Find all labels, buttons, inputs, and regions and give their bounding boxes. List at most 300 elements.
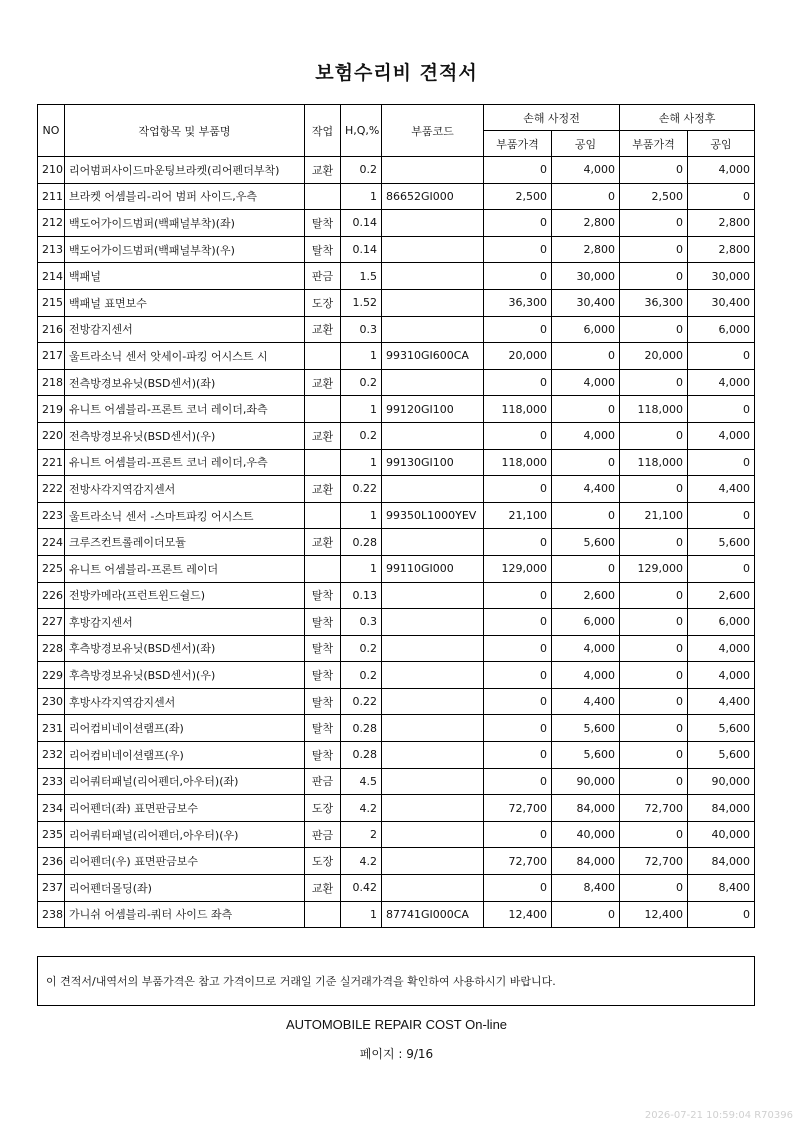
row-before-labor: 4,000: [552, 157, 620, 184]
table-row: [38, 582, 755, 609]
row-hq: 0.42: [341, 875, 382, 902]
row-after-part-price: 0: [620, 210, 688, 237]
document-title: 보험수리비 견적서: [315, 62, 478, 84]
row-after-part-price: 0: [620, 422, 688, 449]
row-hq: 1: [341, 396, 382, 423]
table-row: [38, 157, 755, 184]
table-row: [38, 316, 755, 343]
row-item-name: 후측방경보유닛(BSD센서)(좌): [65, 635, 305, 662]
row-before-part-price: 12,400: [484, 901, 552, 928]
row-before-labor: 40,000: [552, 821, 620, 848]
row-before-labor: 6,000: [552, 316, 620, 343]
row-hq: 1: [341, 449, 382, 476]
row-item-name: 브라켓 어셈블리-리어 범퍼 사이드,우측: [65, 183, 305, 210]
row-after-labor: 8,400: [688, 875, 755, 902]
row-part-code: [382, 662, 484, 689]
row-before-labor: 5,600: [552, 742, 620, 769]
row-work-type: 교환: [305, 369, 341, 396]
row-hq: 0.3: [341, 609, 382, 636]
row-before-labor: 0: [552, 396, 620, 423]
row-before-labor: 4,000: [552, 635, 620, 662]
row-no: 220: [38, 422, 65, 449]
row-after-part-price: 0: [620, 635, 688, 662]
row-work-type: 판금: [305, 768, 341, 795]
row-item-name: 전측방경보유닛(BSD센서)(좌): [65, 369, 305, 396]
row-before-part-price: 0: [484, 715, 552, 742]
row-no: 216: [38, 316, 65, 343]
table-row: [38, 236, 755, 263]
row-item-name: 백도어가이드범퍼(백패널부착)(좌): [65, 210, 305, 237]
row-after-labor: 6,000: [688, 609, 755, 636]
row-item-name: 전방감지센서: [65, 316, 305, 343]
row-part-code: [382, 768, 484, 795]
table-row: [38, 449, 755, 476]
row-before-part-price: 118,000: [484, 396, 552, 423]
table-body: [38, 157, 755, 928]
row-work-type: 탈착: [305, 715, 341, 742]
row-before-part-price: 0: [484, 476, 552, 503]
table-row: [38, 875, 755, 902]
row-no: 238: [38, 901, 65, 928]
row-item-name: 리어쿼터패널(리어펜더,아우터)(우): [65, 821, 305, 848]
row-before-part-price: 2,500: [484, 183, 552, 210]
row-no: 229: [38, 662, 65, 689]
row-work-type: 탈착: [305, 688, 341, 715]
table-row: [38, 848, 755, 875]
row-before-labor: 8,400: [552, 875, 620, 902]
row-before-labor: 2,800: [552, 210, 620, 237]
row-after-labor: 30,000: [688, 263, 755, 290]
row-hq: 0.2: [341, 635, 382, 662]
row-part-code: [382, 422, 484, 449]
row-part-code: 99130GI100: [382, 449, 484, 476]
table-row: [38, 502, 755, 529]
header-after-part-price: 부품가격: [620, 131, 688, 157]
row-before-labor: 4,000: [552, 662, 620, 689]
row-before-labor: 0: [552, 555, 620, 582]
table-header: [38, 105, 755, 157]
row-after-labor: 4,000: [688, 369, 755, 396]
row-hq: 1: [341, 502, 382, 529]
row-no: 219: [38, 396, 65, 423]
row-part-code: [382, 289, 484, 316]
row-after-part-price: 0: [620, 263, 688, 290]
row-before-part-price: 36,300: [484, 289, 552, 316]
row-after-part-price: 118,000: [620, 396, 688, 423]
row-after-labor: 0: [688, 396, 755, 423]
row-before-part-price: 0: [484, 875, 552, 902]
row-work-type: 탈착: [305, 236, 341, 263]
row-work-type: 판금: [305, 821, 341, 848]
row-before-labor: 84,000: [552, 848, 620, 875]
row-part-code: [382, 742, 484, 769]
row-part-code: [382, 157, 484, 184]
row-no: 230: [38, 688, 65, 715]
row-part-code: [382, 609, 484, 636]
row-work-type: [305, 502, 341, 529]
row-part-code: [382, 688, 484, 715]
row-hq: 1: [341, 901, 382, 928]
row-part-code: 99110GI000: [382, 555, 484, 582]
row-work-type: [305, 396, 341, 423]
row-no: 214: [38, 263, 65, 290]
row-no: 235: [38, 821, 65, 848]
row-after-part-price: 0: [620, 715, 688, 742]
table-row: [38, 422, 755, 449]
table-row: [38, 369, 755, 396]
row-work-type: 탈착: [305, 635, 341, 662]
row-before-part-price: 129,000: [484, 555, 552, 582]
row-work-type: 판금: [305, 263, 341, 290]
row-before-labor: 0: [552, 901, 620, 928]
row-after-labor: 84,000: [688, 848, 755, 875]
table-row: [38, 343, 755, 370]
row-before-labor: 2,800: [552, 236, 620, 263]
row-part-code: [382, 821, 484, 848]
row-before-labor: 90,000: [552, 768, 620, 795]
page-number: 페이지 : 9/16: [359, 1047, 434, 1061]
table-row: [38, 289, 755, 316]
row-after-labor: 30,400: [688, 289, 755, 316]
row-before-labor: 0: [552, 502, 620, 529]
row-hq: 2: [341, 821, 382, 848]
table-row: [38, 795, 755, 822]
row-before-labor: 84,000: [552, 795, 620, 822]
header-no: NO: [38, 105, 65, 157]
row-part-code: 86652GI000: [382, 183, 484, 210]
header-before-labor: 공임: [552, 131, 620, 157]
row-work-type: 교환: [305, 316, 341, 343]
row-after-labor: 4,000: [688, 635, 755, 662]
row-after-labor: 0: [688, 901, 755, 928]
print-timestamp: 2026-07-21 10:59:04 R70396: [644, 1110, 793, 1121]
row-item-name: 리어범퍼사이드마운팅브라켓(리어펜더부착): [65, 157, 305, 184]
row-work-type: [305, 901, 341, 928]
table-row: [38, 263, 755, 290]
row-item-name: 후방감지센서: [65, 609, 305, 636]
row-part-code: 87741GI000CA: [382, 901, 484, 928]
header-work: 작업: [305, 105, 341, 157]
row-hq: 0.3: [341, 316, 382, 343]
row-after-labor: 4,000: [688, 422, 755, 449]
row-item-name: 백도어가이드범퍼(백패널부착)(우): [65, 236, 305, 263]
row-work-type: 탈착: [305, 210, 341, 237]
row-after-labor: 0: [688, 449, 755, 476]
row-item-name: 리어컴비네이션램프(좌): [65, 715, 305, 742]
header-after-adjustment: 손해 사정후: [620, 105, 755, 131]
row-no: 215: [38, 289, 65, 316]
footer-title: AUTOMOBILE REPAIR COST On-line: [285, 1017, 508, 1032]
row-after-labor: 2,800: [688, 210, 755, 237]
row-hq: 0.2: [341, 369, 382, 396]
row-after-part-price: 0: [620, 662, 688, 689]
row-after-part-price: 0: [620, 768, 688, 795]
row-after-labor: 84,000: [688, 795, 755, 822]
row-hq: 0.28: [341, 742, 382, 769]
row-after-labor: 2,800: [688, 236, 755, 263]
row-before-labor: 4,400: [552, 688, 620, 715]
table-row: [38, 529, 755, 556]
row-hq: 0.22: [341, 688, 382, 715]
row-before-part-price: 0: [484, 662, 552, 689]
row-after-labor: 90,000: [688, 768, 755, 795]
row-no: 227: [38, 609, 65, 636]
table-row: [38, 662, 755, 689]
row-after-labor: 4,400: [688, 688, 755, 715]
row-no: 213: [38, 236, 65, 263]
row-hq: 4.2: [341, 795, 382, 822]
row-after-part-price: 0: [620, 875, 688, 902]
row-before-part-price: 0: [484, 157, 552, 184]
row-no: 233: [38, 768, 65, 795]
row-before-part-price: 0: [484, 582, 552, 609]
row-before-labor: 5,600: [552, 529, 620, 556]
row-item-name: 리어쿼터패널(리어펜더,아우터)(좌): [65, 768, 305, 795]
table-row: [38, 901, 755, 928]
row-part-code: [382, 476, 484, 503]
row-item-name: 리어펜더몰딩(좌): [65, 875, 305, 902]
row-hq: 0.14: [341, 236, 382, 263]
row-no: 217: [38, 343, 65, 370]
row-no: 228: [38, 635, 65, 662]
row-before-part-price: 0: [484, 821, 552, 848]
row-item-name: 후방사각지역감지센서: [65, 688, 305, 715]
row-before-part-price: 0: [484, 422, 552, 449]
table-row: [38, 742, 755, 769]
row-before-part-price: 72,700: [484, 795, 552, 822]
row-no: 236: [38, 848, 65, 875]
row-before-part-price: 0: [484, 635, 552, 662]
row-hq: 1: [341, 183, 382, 210]
row-work-type: 탈착: [305, 582, 341, 609]
row-before-labor: 4,000: [552, 422, 620, 449]
row-after-part-price: 0: [620, 236, 688, 263]
row-hq: 0.2: [341, 422, 382, 449]
row-item-name: 울트라소닉 센서 앗세이-파킹 어시스트 시: [65, 343, 305, 370]
row-after-part-price: 0: [620, 609, 688, 636]
row-before-part-price: 0: [484, 369, 552, 396]
row-work-type: 교환: [305, 476, 341, 503]
row-after-part-price: 0: [620, 476, 688, 503]
row-no: 234: [38, 795, 65, 822]
row-work-type: 교환: [305, 529, 341, 556]
row-after-part-price: 118,000: [620, 449, 688, 476]
row-no: 237: [38, 875, 65, 902]
table-row: [38, 210, 755, 237]
row-no: 225: [38, 555, 65, 582]
row-hq: 4.5: [341, 768, 382, 795]
row-before-part-price: 0: [484, 236, 552, 263]
row-after-part-price: 0: [620, 582, 688, 609]
row-no: 231: [38, 715, 65, 742]
row-before-part-price: 0: [484, 609, 552, 636]
row-hq: 0.2: [341, 662, 382, 689]
row-hq: 0.28: [341, 529, 382, 556]
row-work-type: 교환: [305, 875, 341, 902]
row-before-part-price: 20,000: [484, 343, 552, 370]
table-row: [38, 768, 755, 795]
row-before-part-price: 72,700: [484, 848, 552, 875]
row-hq: 1.5: [341, 263, 382, 290]
row-before-part-price: 0: [484, 768, 552, 795]
row-no: 222: [38, 476, 65, 503]
row-after-part-price: 12,400: [620, 901, 688, 928]
row-part-code: [382, 848, 484, 875]
row-after-part-price: 20,000: [620, 343, 688, 370]
row-after-labor: 5,600: [688, 742, 755, 769]
row-item-name: 리어펜더(좌) 표면판금보수: [65, 795, 305, 822]
row-item-name: 전방사각지역감지센서: [65, 476, 305, 503]
row-after-labor: 40,000: [688, 821, 755, 848]
row-after-part-price: 0: [620, 157, 688, 184]
row-hq: 4.2: [341, 848, 382, 875]
notice-text: 이 견적서/내역서의 부품가격은 참고 가격이므로 거래일 기준 실거래가격을 확인하여 사용하시기 바랍니다.: [46, 975, 556, 988]
row-after-part-price: 0: [620, 742, 688, 769]
table-row: [38, 821, 755, 848]
row-after-part-price: 0: [620, 316, 688, 343]
row-after-part-price: 72,700: [620, 848, 688, 875]
table-row: [38, 635, 755, 662]
header-item: 작업항목 및 부품명: [65, 105, 305, 157]
row-before-part-price: 0: [484, 263, 552, 290]
row-after-labor: 4,000: [688, 157, 755, 184]
table-row: [38, 183, 755, 210]
header-before-adjustment: 손해 사정전: [484, 105, 620, 131]
row-part-code: [382, 263, 484, 290]
row-item-name: 전측방경보유닛(BSD센서)(우): [65, 422, 305, 449]
row-item-name: 유니트 어셈블리-프론트 레이더: [65, 555, 305, 582]
row-part-code: [382, 236, 484, 263]
row-no: 223: [38, 502, 65, 529]
row-before-labor: 4,400: [552, 476, 620, 503]
row-item-name: 백패널: [65, 263, 305, 290]
header-after-labor: 공임: [688, 131, 755, 157]
row-work-type: 도장: [305, 795, 341, 822]
row-hq: 0.2: [341, 157, 382, 184]
row-after-part-price: 21,100: [620, 502, 688, 529]
row-part-code: [382, 875, 484, 902]
row-part-code: [382, 210, 484, 237]
row-part-code: 99350L1000YEV: [382, 502, 484, 529]
row-before-part-price: 0: [484, 316, 552, 343]
row-no: 210: [38, 157, 65, 184]
notice-box: [37, 956, 755, 1006]
row-after-labor: 4,400: [688, 476, 755, 503]
row-work-type: 도장: [305, 289, 341, 316]
estimate-table: [37, 104, 755, 928]
row-after-part-price: 0: [620, 529, 688, 556]
row-part-code: [382, 795, 484, 822]
row-work-type: [305, 555, 341, 582]
row-hq: 0.22: [341, 476, 382, 503]
row-work-type: 탈착: [305, 662, 341, 689]
row-before-labor: 30,000: [552, 263, 620, 290]
table-row: [38, 609, 755, 636]
row-hq: 0.13: [341, 582, 382, 609]
row-item-name: 크루즈컨트롤레이더모듈: [65, 529, 305, 556]
row-item-name: 리어펜더(우) 표면판금보수: [65, 848, 305, 875]
row-before-labor: 0: [552, 183, 620, 210]
row-item-name: 울트라소닉 센서 -스마트파킹 어시스트: [65, 502, 305, 529]
row-after-labor: 0: [688, 555, 755, 582]
row-before-part-price: 0: [484, 688, 552, 715]
row-after-labor: 0: [688, 183, 755, 210]
row-before-labor: 0: [552, 343, 620, 370]
row-after-part-price: 36,300: [620, 289, 688, 316]
row-hq: 1.52: [341, 289, 382, 316]
row-before-part-price: 21,100: [484, 502, 552, 529]
row-before-part-price: 0: [484, 210, 552, 237]
row-no: 232: [38, 742, 65, 769]
row-work-type: 도장: [305, 848, 341, 875]
table-row: [38, 688, 755, 715]
row-after-labor: 2,600: [688, 582, 755, 609]
row-item-name: 유니트 어셈블리-프론트 코너 레이더,좌측: [65, 396, 305, 423]
header-part-code: 부품코드: [382, 105, 484, 157]
row-before-labor: 30,400: [552, 289, 620, 316]
row-item-name: 리어컴비네이션램프(우): [65, 742, 305, 769]
row-no: 224: [38, 529, 65, 556]
header-before-part-price: 부품가격: [484, 131, 552, 157]
row-work-type: [305, 343, 341, 370]
row-before-part-price: 0: [484, 529, 552, 556]
row-after-labor: 6,000: [688, 316, 755, 343]
row-after-part-price: 0: [620, 821, 688, 848]
row-before-part-price: 118,000: [484, 449, 552, 476]
row-part-code: 99120GI100: [382, 396, 484, 423]
row-after-labor: 4,000: [688, 662, 755, 689]
header-hq: H,Q,%: [341, 105, 382, 157]
row-no: 226: [38, 582, 65, 609]
table-row: [38, 476, 755, 503]
table-row: [38, 555, 755, 582]
row-after-part-price: 129,000: [620, 555, 688, 582]
row-before-part-price: 0: [484, 742, 552, 769]
row-no: 212: [38, 210, 65, 237]
row-item-name: 후측방경보유닛(BSD센서)(우): [65, 662, 305, 689]
row-hq: 1: [341, 343, 382, 370]
row-item-name: 전방카메라(프런트윈드쉴드): [65, 582, 305, 609]
row-part-code: [382, 316, 484, 343]
table-row: [38, 396, 755, 423]
row-before-labor: 2,600: [552, 582, 620, 609]
row-hq: 0.28: [341, 715, 382, 742]
row-after-part-price: 0: [620, 369, 688, 396]
row-no: 218: [38, 369, 65, 396]
row-before-labor: 4,000: [552, 369, 620, 396]
row-part-code: [382, 635, 484, 662]
row-part-code: [382, 529, 484, 556]
row-item-name: 가니쉬 어셈블리-쿼터 사이드 좌측: [65, 901, 305, 928]
row-part-code: 99310GI600CA: [382, 343, 484, 370]
table-row: [38, 715, 755, 742]
row-before-labor: 6,000: [552, 609, 620, 636]
row-work-type: [305, 449, 341, 476]
row-after-part-price: 72,700: [620, 795, 688, 822]
row-after-labor: 5,600: [688, 529, 755, 556]
row-after-labor: 0: [688, 502, 755, 529]
row-after-part-price: 0: [620, 688, 688, 715]
row-after-labor: 5,600: [688, 715, 755, 742]
row-item-name: 유니트 어셈블리-프론트 코너 레이더,우측: [65, 449, 305, 476]
row-work-type: 교환: [305, 157, 341, 184]
row-after-part-price: 2,500: [620, 183, 688, 210]
row-work-type: [305, 183, 341, 210]
row-part-code: [382, 715, 484, 742]
row-work-type: 탈착: [305, 609, 341, 636]
row-part-code: [382, 369, 484, 396]
row-after-labor: 0: [688, 343, 755, 370]
